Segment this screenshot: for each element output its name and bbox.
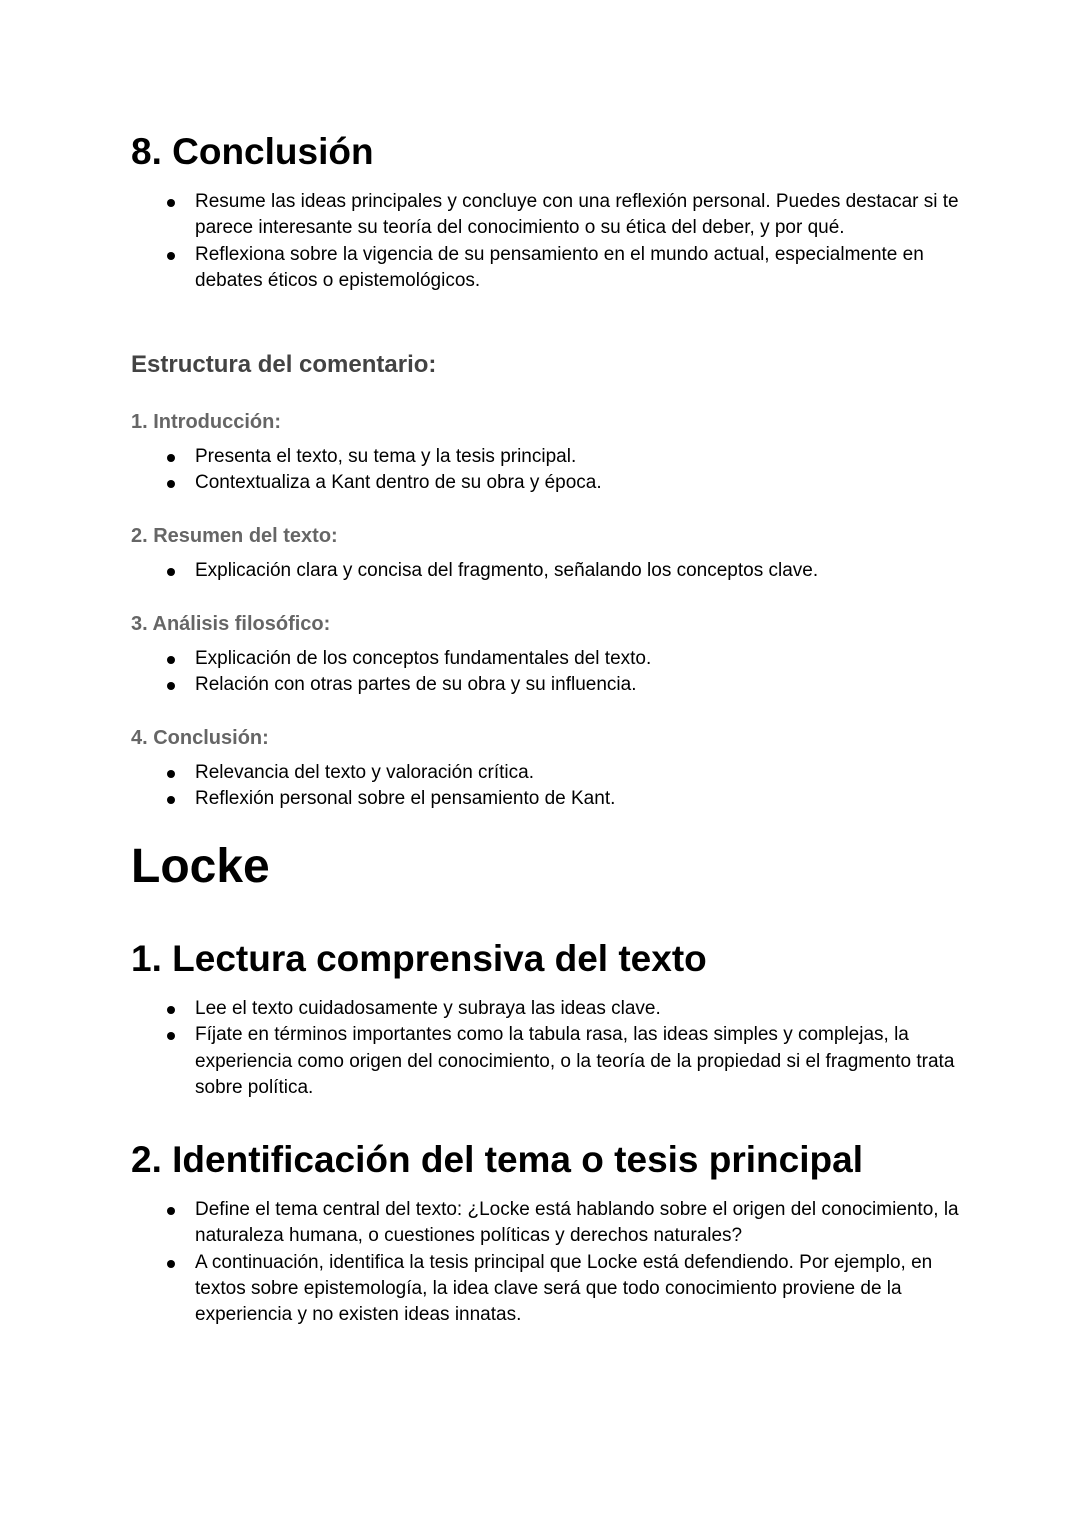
list-item-text: Explicación de los conceptos fundamentales del texto. bbox=[195, 648, 652, 669]
list-item bbox=[131, 760, 961, 786]
list-item bbox=[131, 189, 961, 242]
list-item-text: Contextualiza a Kant dentro de su obra y época. bbox=[195, 472, 602, 494]
bullet-dot-icon bbox=[167, 454, 175, 462]
structure-analisis-heading: 3. Análisis filosófico: bbox=[131, 613, 331, 635]
list-item bbox=[131, 242, 961, 295]
bullet-dot-icon bbox=[167, 1260, 175, 1268]
list-item bbox=[131, 558, 961, 584]
list-item-text: Presenta el texto, su tema y la tesis principal. bbox=[195, 446, 577, 467]
list-item bbox=[131, 672, 961, 698]
resumen-bullet-list bbox=[131, 558, 961, 584]
list-item bbox=[131, 1022, 961, 1101]
section-title-conclusion: 8. Conclusión bbox=[131, 131, 374, 172]
list-item bbox=[131, 470, 961, 496]
structure-introduccion-heading: 1. Introducción: bbox=[131, 411, 281, 433]
list-item bbox=[131, 1250, 961, 1329]
bullet-dot-icon bbox=[167, 199, 175, 207]
list-item bbox=[131, 646, 961, 672]
list-item bbox=[131, 786, 961, 812]
list-item-text: Define el tema central del texto: ¿Locke está hablando sobre el origen del conocimiento, la naturaleza humana, o cuestiones políticas y derechos naturales? bbox=[195, 1199, 959, 1247]
bullet-dot-icon bbox=[167, 770, 175, 778]
list-item-text: Lee el texto cuidadosamente y subraya las ideas clave. bbox=[195, 998, 661, 1019]
list-item-text: Reflexiona sobre la vigencia de su pensamiento en el mundo actual, especialmente en debates éticos o epistemológicos. bbox=[195, 243, 924, 291]
bullet-dot-icon bbox=[167, 1032, 175, 1040]
page-title-locke: Locke bbox=[131, 840, 270, 893]
introduccion-bullet-list bbox=[131, 444, 961, 497]
list-item-text: A continuación, identifica la tesis principal que Locke está defendiendo. Por ejemplo, en textos sobre epistemología, la idea clave será que todo conocimiento proviene de la experiencia y no existen ideas innatas. bbox=[195, 1251, 933, 1326]
list-item-text: Explicación clara y concisa del fragmento, señalando los conceptos clave. bbox=[195, 560, 819, 581]
bullet-dot-icon bbox=[167, 656, 175, 664]
list-item-text: Relevancia del texto y valoración crítica. bbox=[195, 762, 534, 783]
section-title-lectura: 1. Lectura comprensiva del texto bbox=[131, 938, 707, 979]
bullet-dot-icon bbox=[167, 568, 175, 576]
bullet-dot-icon bbox=[167, 252, 175, 260]
bullet-dot-icon bbox=[167, 682, 175, 690]
section-title-identificacion: 2. Identificación del tema o tesis principal bbox=[131, 1139, 863, 1180]
list-item bbox=[131, 444, 961, 470]
conclusion-bullet-list bbox=[131, 189, 961, 294]
bullet-dot-icon bbox=[167, 480, 175, 488]
lectura-bullet-list bbox=[131, 996, 961, 1101]
list-item bbox=[131, 1197, 961, 1250]
list-item-text: Fíjate en términos importantes como la tabula rasa, las ideas simples y complejas, la experiencia como origen del conocimiento, o la teoría de la propiedad si el fragmento trata sobre política. bbox=[195, 1024, 955, 1098]
list-item-text: Resume las ideas principales y concluye con una reflexión personal. Puedes destacar si te parece interesante su teoría del conocimiento o su ética del deber, y por qué. bbox=[195, 191, 959, 239]
list-item bbox=[131, 996, 961, 1022]
estructura-conclusion-bullet-list bbox=[131, 760, 961, 813]
bullet-dot-icon bbox=[167, 1006, 175, 1014]
identificacion-bullet-list bbox=[131, 1197, 961, 1328]
bullet-dot-icon bbox=[167, 796, 175, 804]
bullet-dot-icon bbox=[167, 1207, 175, 1215]
structure-conclusion-heading: 4. Conclusión: bbox=[131, 727, 269, 749]
structure-heading: Estructura del comentario: bbox=[131, 351, 437, 378]
analisis-bullet-list bbox=[131, 646, 961, 699]
structure-resumen-heading: 2. Resumen del texto: bbox=[131, 525, 338, 547]
list-item-text: Relación con otras partes de su obra y su influencia. bbox=[195, 674, 637, 696]
list-item-text: Reflexión personal sobre el pensamiento de Kant. bbox=[195, 788, 616, 810]
